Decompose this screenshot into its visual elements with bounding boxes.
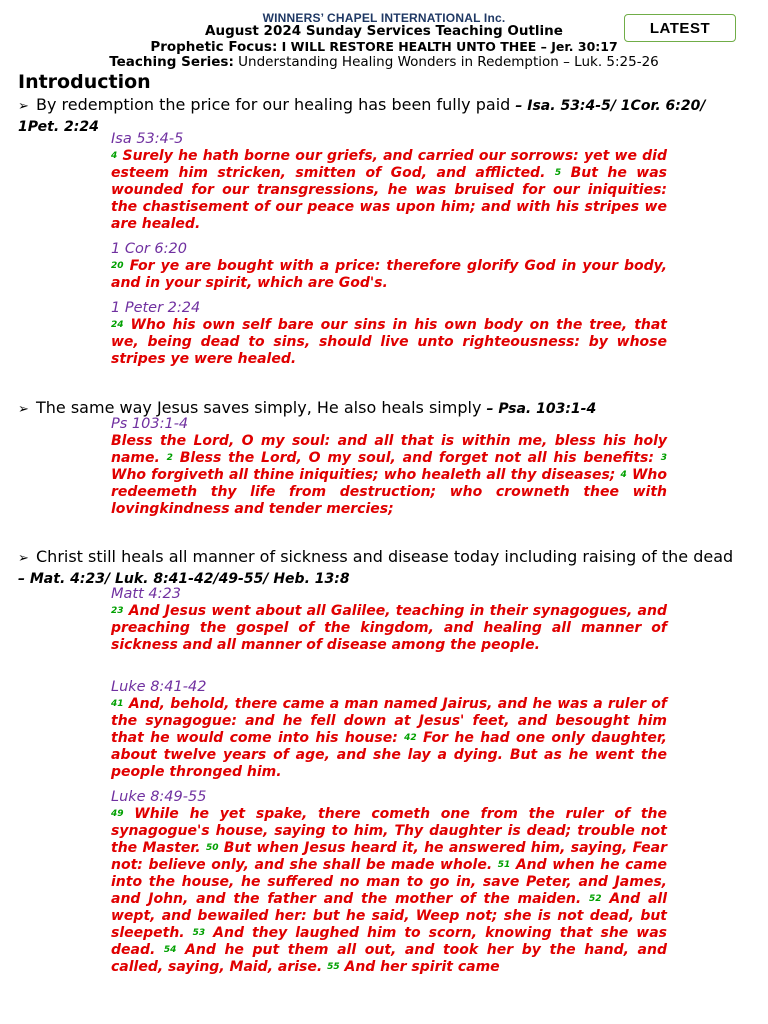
- prophetic-focus: Prophetic Focus: I WILL RESTORE HEALTH UNTO THEE – Jer. 30:17: [150, 39, 618, 55]
- org-name: WINNERS’ CHAPEL INTERNATIONAL Inc.: [262, 11, 506, 25]
- point-3: [18, 547, 738, 589]
- point-ref: – Mat. 4:23/ Luk. 8:41-42/49-55/ Heb. 13:8: [18, 571, 350, 587]
- scripture-ref: 1 Cor 6:20: [111, 241, 187, 257]
- scripture-1cor-6: [111, 241, 667, 292]
- scripture-ref: Matt 4:23: [111, 586, 181, 602]
- teaching-series: Teaching Series: Understanding Healing Wonders in Redemption – Luk. 5:25-26: [109, 54, 659, 70]
- latest-button[interactable]: LATEST: [624, 14, 736, 42]
- scripture-text: $^{23}$ And Jesus went about all Galilee, teaching in their synagogues, and preaching the gospel of the kingdom, and healing all manner of sickness and all manner of disease among the people.: [111, 603, 667, 653]
- scripture-matt-4: [111, 586, 667, 654]
- point-ref: – Isa. 53:4-5/ 1Cor. 6:20/ 1Pet. 2:24: [18, 98, 706, 135]
- section-title: Introduction: [18, 71, 151, 93]
- point-text: The same way Jesus saves simply, He also heals simply: [36, 398, 482, 417]
- scripture-ref: Isa 53:4-5: [111, 131, 184, 147]
- scripture-text: $^{49}$ While he yet spake, there cometh one from the ruler of the synagogue's house, saying to him, Thy daughter is dead; trouble not the Master. $^{50}$ But when Jesus heard it, he answered him, saying, Fear not: believe only, and she shall be made whole. $^{51}$ And when he came into the house, he suffered no man to go in, save Peter, and James, and John, and the father and the mother of the maiden. $^{52}$ And all wept, and bewailed her: but he said, Weep not; she is not dead, but sleepeth. $^{53}$ And they laughed him to scorn, knowing that she was dead. $^{54}$ And he put them all out, and took her by the hand, and called, saying, Maid, arise. $^{55}$ And her spirit came: [111, 806, 668, 975]
- point-ref: – Psa. 103:1-4: [486, 401, 597, 417]
- scripture-ref: Luke 8:41-42: [111, 679, 207, 695]
- scripture-text: $^{41}$ And, behold, there came a man named Jairus, and he was a ruler of the synagogue: and he fell down at Jesus' feet, and besought him that he would come into his house: $^{42}$ For he had one only daughter, about twelve years of age, and she lay a dying. But as he went the people thronged him.: [111, 696, 668, 780]
- scripture-ps-103: [111, 416, 667, 518]
- scripture-luke-8-49: [111, 789, 667, 976]
- arrow-bullet-icon: ➢: [18, 99, 29, 114]
- scripture-text: Bless the Lord, O my soul: and all that is within me, bless his holy name. $^2$ Bless the Lord, O my soul, and forget not all his benefits: $^3$ Who forgiveth all thine iniquities; who healeth all thy diseases; $^4$ Who redeemeth thy life from destruction; who crowneth thee with lovingkindness and tender mercies;: [111, 433, 667, 517]
- scripture-text: $^{20}$ For ye are bought with a price: therefore glorify God in your body, and in your spirit, which are God's.: [111, 258, 668, 291]
- scripture-luke-8-41: [111, 679, 667, 781]
- point-text: Christ still heals all manner of sickness and disease today including raising of the dead: [36, 547, 734, 566]
- scripture-isa-53: [111, 131, 667, 233]
- scripture-ref: Luke 8:49-55: [111, 789, 207, 805]
- scripture-text: $^{24}$ Who his own self bare our sins in his own body on the tree, that we, being dead to sins, should live unto righteousness: by whose stripes ye were healed.: [111, 317, 667, 367]
- point-text: By redemption the price for our healing has been fully paid: [36, 95, 511, 114]
- scripture-ref: 1 Peter 2:24: [111, 300, 201, 316]
- arrow-bullet-icon: ➢: [18, 551, 29, 566]
- scripture-ref: Ps 103:1-4: [111, 416, 189, 432]
- scripture-1pet-2: [111, 300, 667, 368]
- scripture-text: $^4$ Surely he hath borne our griefs, and carried our sorrows: yet we did esteem him stricken, smitten of God, and afflicted. $^5$ But he was wounded for our transgressions, he was bruised for our iniquities: the chastisement of our peace was upon him; and with his stripes we are healed.: [111, 148, 667, 232]
- outline-title: August 2024 Sunday Services Teaching Outline: [205, 23, 563, 39]
- arrow-bullet-icon: ➢: [18, 402, 29, 417]
